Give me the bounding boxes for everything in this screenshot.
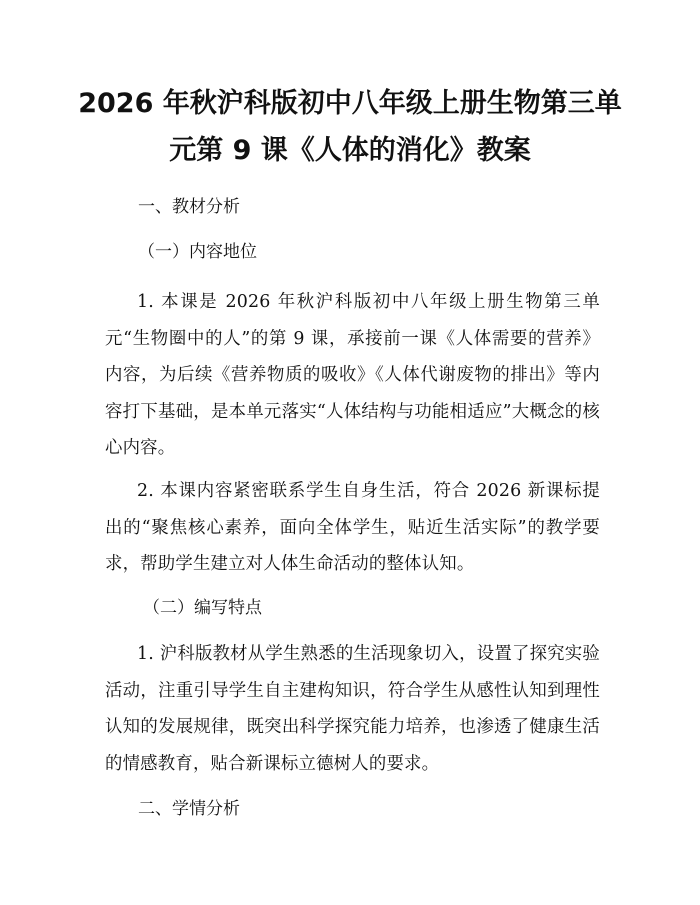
subsection-heading-writing-features: （二）编写特点 xyxy=(143,598,262,618)
paragraph-content-position-2: 2. 本课内容紧密联系学生自身生活，符合 2026 新课标提出的“聚焦核心素养，面向全体学生，贴近生活实际”的教学要求，帮助学生建立对人体生命活动的整体认知。 xyxy=(105,481,600,574)
paragraph-writing-features-1: 1. 沪科版教材从学生熟悉的生活现象切入，设置了探究实验活动，注重引导学生自主建构知识，符合学生从感性认知到理性认知的发展规律，既突出科学探究能力培养，也渗透了健康生活的情感教育，贴合新课标立德树人的要求。 xyxy=(105,644,600,774)
paragraph-content-position-1: 1. 本课是 2026 年秋沪科版初中八年级上册生物第三单元“生物圈中的人”的第 9 课，承接前一课《人体需要的营养》内容，为后续《营养物质的吸收》《人体代谢废物的排出》等内容打下基础，是本单元落实“人体结构与功能相适应”大概念的核心内容。 xyxy=(105,292,600,458)
document-title-line-2: 元第 9 课《人体的消化》教案 xyxy=(169,135,531,166)
subsection-heading-content-position: （一）内容地位 xyxy=(138,242,257,262)
section-heading-learner-analysis: 二、学情分析 xyxy=(138,799,240,819)
document-title-line-1: 2026 年秋沪科版初中八年级上册生物第三单 xyxy=(78,88,622,119)
section-heading-textbook-analysis: 一、教材分析 xyxy=(138,197,240,217)
